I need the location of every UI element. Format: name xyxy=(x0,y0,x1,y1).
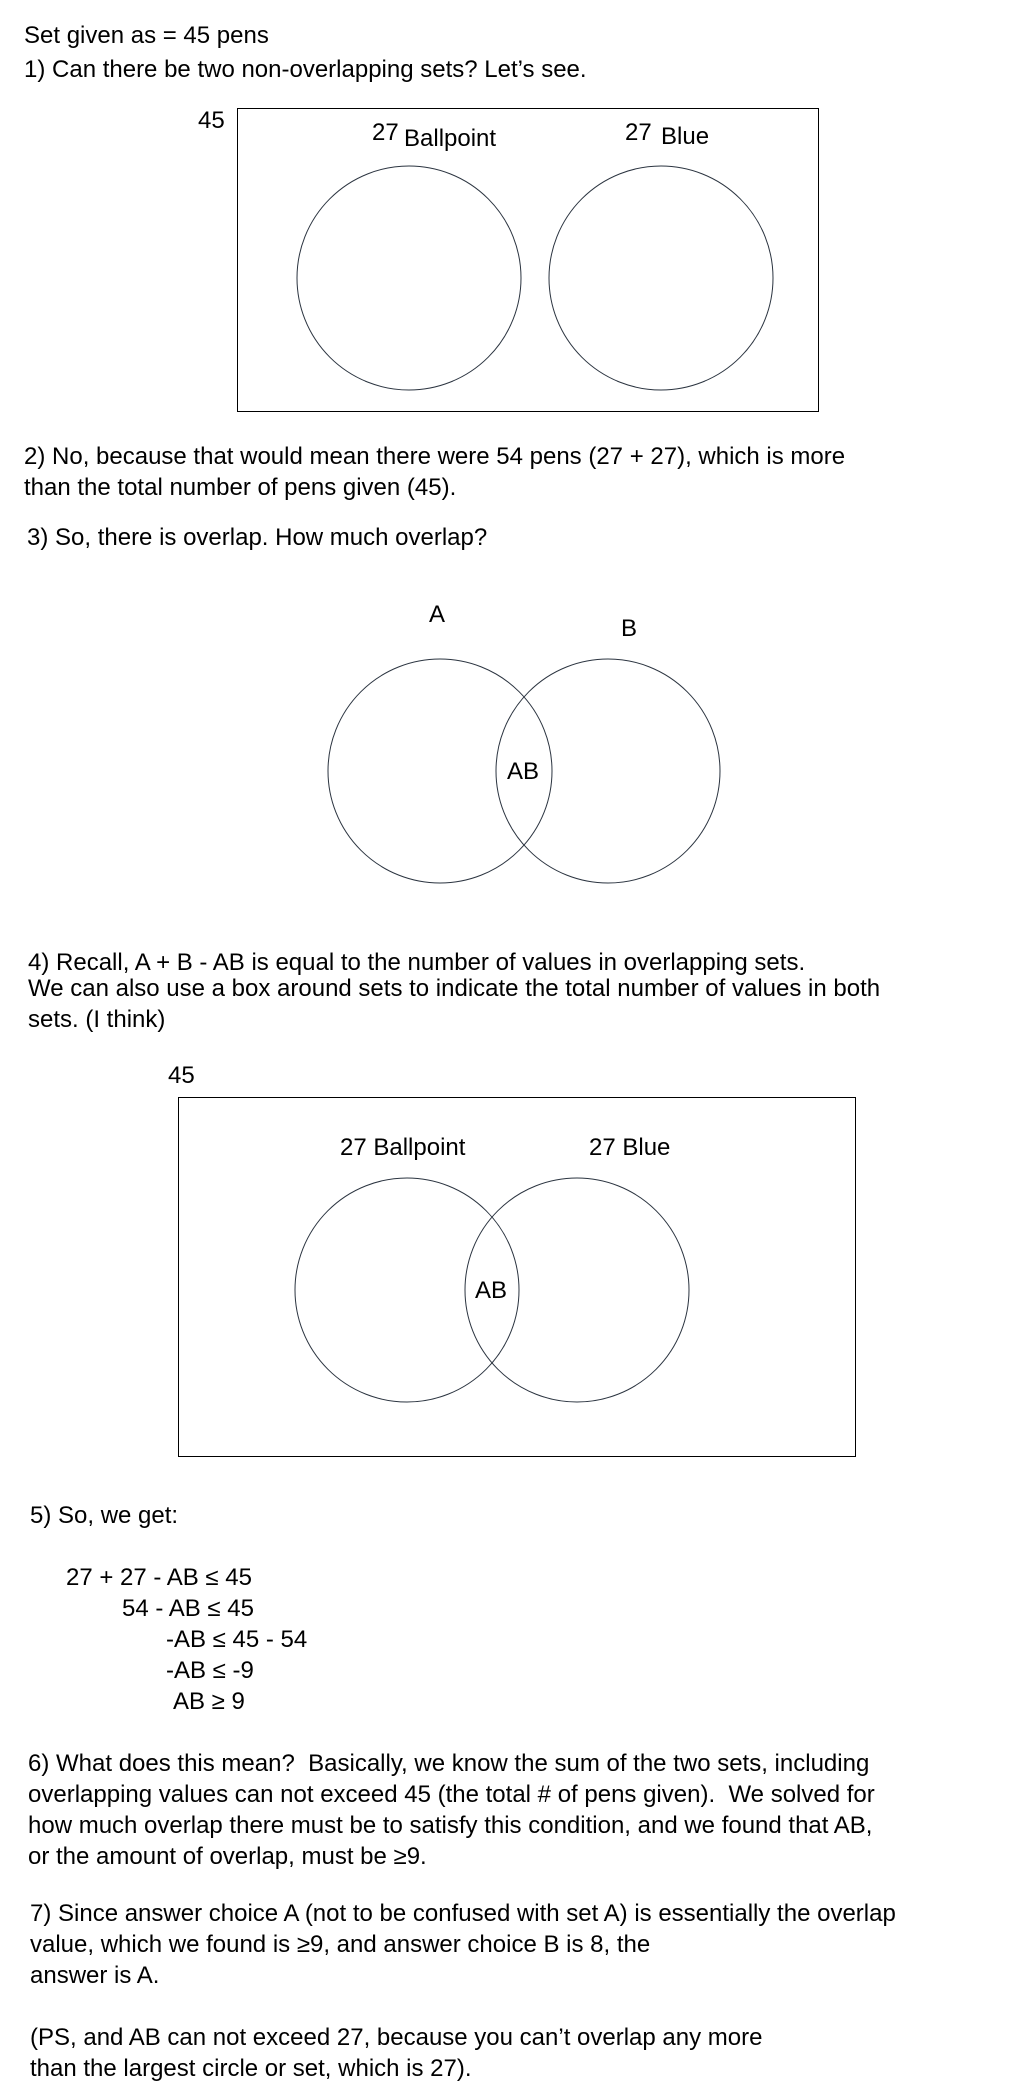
diagram-1-set-a-name: Ballpoint xyxy=(404,125,497,152)
step-7-line-2: value, which we found is ≥9, and answer choice B is 8, the xyxy=(30,1931,651,1958)
step-2-line-2: than the total number of pens given (45). xyxy=(24,474,457,501)
step-3-text: 3) So, there is overlap. How much overlap? xyxy=(27,524,488,551)
step-6-line-3: how much overlap there must be to satisfy this condition, and we found that AB, xyxy=(28,1812,873,1839)
equation-line: 54 - AB ≤ 45 xyxy=(122,1595,254,1622)
diagram-1-total-label: 45 xyxy=(198,107,225,134)
universe-box xyxy=(179,1098,856,1457)
equation-line: AB ≥ 9 xyxy=(173,1688,245,1715)
ps-line-1: (PS, and AB can not exceed 27, because you can’t overlap any more xyxy=(30,2024,763,2051)
set-circle-blue xyxy=(549,166,773,390)
diagram-3-overlap-label: AB xyxy=(475,1277,508,1304)
step-1-text: 1) Can there be two non-overlapping sets? Let’s see. xyxy=(24,56,587,83)
equation-line: -AB ≤ -9 xyxy=(166,1657,254,1684)
diagram-2-set-a-label: A xyxy=(429,601,446,628)
step-2-line-1: 2) No, because that would mean there were 54 pens (27 + 27), which is more xyxy=(24,443,846,470)
diagram-3-set-b-label: 27 Blue xyxy=(589,1134,671,1161)
step-4-line-2: We can also use a box around sets to indicate the total number of values in both xyxy=(28,975,881,1002)
diagram-3-boxed-overlap xyxy=(179,1098,856,1457)
step-6-line-4: or the amount of overlap, must be ≥9. xyxy=(28,1843,427,1870)
diagram-2-set-b-label: B xyxy=(621,615,638,642)
step-4-line-1: 4) Recall, A + B - AB is equal to the number of values in overlapping sets. xyxy=(28,949,806,976)
step-6-line-2: overlapping values can not exceed 45 (the total # of pens given). We solved for xyxy=(28,1781,875,1808)
universe-box xyxy=(238,109,819,412)
diagram-2-overlap-label: AB xyxy=(507,758,540,785)
ps-line-2: than the largest circle or set, which is 27). xyxy=(30,2055,472,2082)
set-circle-ballpoint xyxy=(297,166,521,390)
step-7-line-3: answer is A. xyxy=(30,1962,160,1989)
step-5-heading: 5) So, we get: xyxy=(30,1502,179,1529)
diagram-1-set-a-count: 27 xyxy=(372,119,399,146)
equation-line: 27 + 27 - AB ≤ 45 xyxy=(66,1564,252,1591)
diagram-3-set-a-label: 27 Ballpoint xyxy=(340,1134,466,1161)
diagram-3-total-label: 45 xyxy=(168,1062,195,1089)
equation-line: -AB ≤ 45 - 54 xyxy=(166,1626,308,1653)
diagram-1-set-b-count: 27 xyxy=(625,119,652,146)
step-6-line-1: 6) What does this mean? Basically, we know the sum of the two sets, including xyxy=(28,1750,870,1777)
step-7-line-1: 7) Since answer choice A (not to be confused with set A) is essentially the overlap xyxy=(30,1900,896,1927)
diagram-1-non-overlapping xyxy=(238,109,819,412)
diagram-1-set-b-name: Blue xyxy=(661,123,710,150)
step-4-line-3: sets. (I think) xyxy=(28,1006,166,1033)
intro-text: Set given as = 45 pens xyxy=(24,22,269,49)
